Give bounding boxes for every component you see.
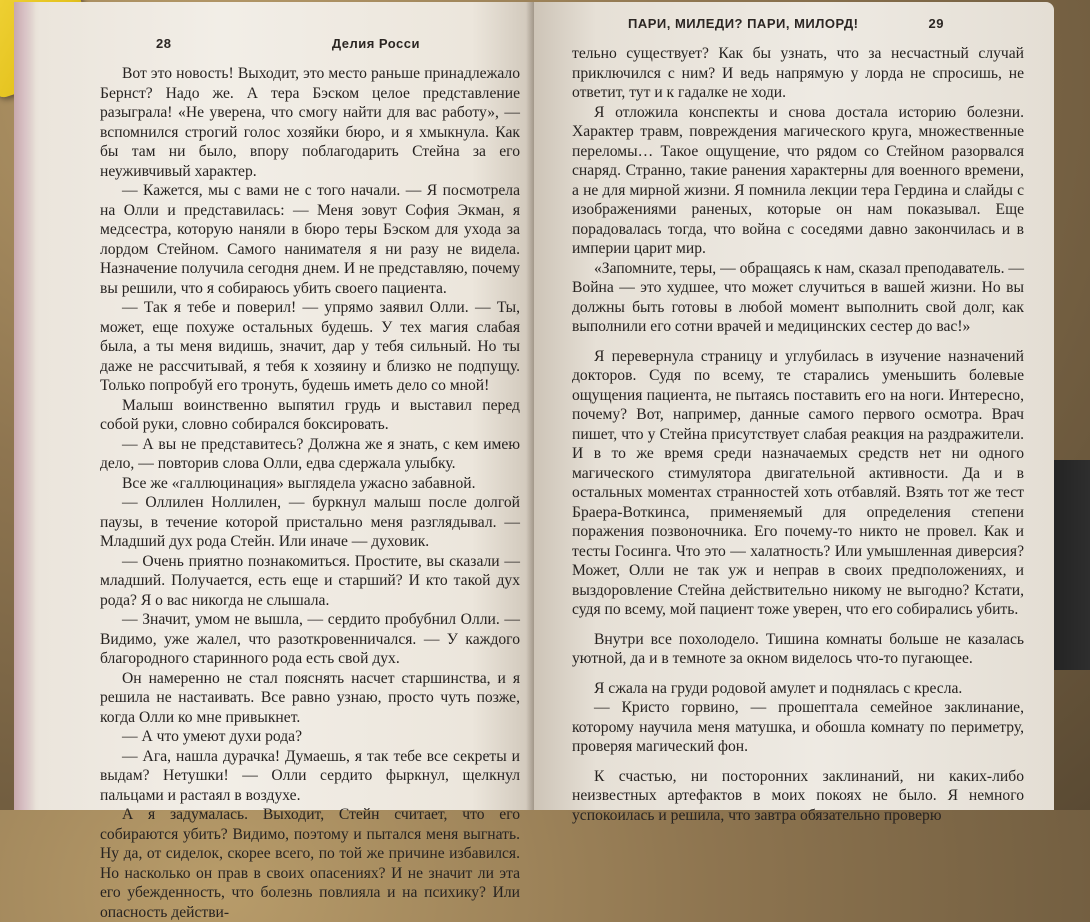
right-page-number: 29	[928, 16, 944, 31]
open-book	[14, 2, 1054, 921]
paragraph: А я задумалась. Выходит, Стейн считает, что его собираются убить? Видимо, поэтому и пытался меня выгнать. Ну да, от сиделок, скорее всего, по той же причине избавился. Но насколько он прав в своих опасениях? И не значит ли эта его убежденность, что болезнь повлияла и на психику? Или опасность действи-	[100, 806, 520, 921]
paragraph: — Кристо горвино, — прошептала семейное заклинание, которому научила меня матушка, и обошла комнату по периметру, проверяя магический фон.	[572, 699, 1024, 755]
paragraph: тельно существует? Как бы узнать, что за несчастный случай приключился с ним? И ведь напрямую у лорда не спросишь, не ответит, тут и к гадалке не ходи.	[572, 45, 1024, 101]
left-running-head	[100, 36, 520, 58]
paragraph: «Запомните, теры, — обращаясь к нам, сказал преподаватель. — Война — это худшее, что может случиться в вашей жизни. Но вы должны быть готовы в любой момент выполнить свой долг, как выполнили его сотни врачей и медицинских сестер до вас!»	[572, 259, 1024, 335]
paragraph: — Так я тебе и поверил! — упрямо заявил Олли. — Ты, может, еще похуже остальных будешь. У тех магия слабая была, а ты меня видишь, значит, дар у тебя сильный. Но ты даже не рассчитывай, я тебя к хозяину и близко не подпущу. Только попробуй его тронуть, будешь иметь дело со мной!	[100, 299, 520, 394]
paragraph: Я перевернула страницу и углубилась в изучение назначений докторов. Судя по всему, те старались уменьшить болевые ощущения пациента, не пытаясь поставить его на ноги. Интересно, почему? Вот, например, данные самого первого осмотра. Врач пишет, что у Стейна присутствует слабая реакция на раздражители. И в то же время среди назначаемых средств нет ни одного магического стимулятора двигательной активности. Да и в остальных моментах странностей хоть отбавляй. Взять тот же тест Браера-Воткинса, применяемый для определения степени поражения позвоночника. Его почему-то никто не провел. Как и тесты Госинга. Что это — халатность? Или умышленная диверсия? Может, Олли не так уж и неправ в своих предположениях, и выздоровление Стейна действительно никому не выгодно? Кстати, судя по всему, мой пациент тоже уверен, что его собирались убить.	[572, 347, 1024, 618]
right-running-head	[572, 16, 1024, 38]
paragraph: — Кажется, мы с вами не с того начали. — Я посмотрела на Олли и представилась: — Меня зовут София Экман, я медсестра, которую наняли в бюро теры Бэском для ухода за лордом Стейном. Самого нанимателя я ни разу не видела. Назначение получила сегодня днем. И не представляю, почему вы решили, что я собираюсь убить своего пациента.	[100, 182, 520, 297]
paragraph: Все же «галлюцинация» выглядела ужасно забавной.	[122, 474, 476, 492]
paragraph: Внутри все похолодело. Тишина комнаты больше не казалась уютной, да и в темноте за окном виделось что-то пугающее.	[572, 630, 1024, 667]
paragraph: — А вы не представитесь? Должна же я знать, с кем имею дело, — повторив слова Олли, едва сдержала улыбку.	[100, 435, 520, 472]
paragraph: Малыш воинственно выпятил грудь и выставил перед собой руки, словно собирался боксировать.	[100, 396, 520, 433]
paragraph: Вот это новость! Выходит, это место раньше принадлежало Бернст? Надо же. А тера Бэском целое представление разыграла! «Не уверена, что смогу найти для вас работу», — вспомнился строгий голос хозяйки бюро, и я хмыкнула. Как бы там ни было, впору поблагодарить Стейна за его неуживчивый характер.	[100, 65, 520, 180]
paragraph: Он намеренно не стал пояснять насчет старшинства, и я решила не настаивать. Все равно узнаю, просто чуть позже, когда Олли ко мне привыкнет.	[100, 669, 520, 726]
right-page-text	[572, 44, 1024, 825]
left-page-number: 28	[156, 36, 172, 51]
right-page	[534, 2, 1054, 824]
left-page	[14, 2, 534, 921]
left-page-text	[100, 64, 520, 922]
paragraph: Я сжала на груди родовой амулет и поднялась с кресла.	[594, 679, 963, 697]
paragraph: — Значит, умом не вышла, — сердито пробубнил Олли. — Видимо, уже жалел, что разоткровенничался. — У каждого благородного старинного рода есть свой дух.	[100, 611, 520, 667]
paragraph: К счастью, ни посторонних заклинаний, ни каких-либо неизвестных артефактов в моих покоях не было. Я немного успокоилась и решила, что завтра обязательно проверю	[572, 767, 1024, 824]
paragraph: — Ага, нашла дурачка! Думаешь, я так тебе все секреты и выдам? Нетушки! — Олли сердито фыркнул, щелкнул пальцами и растаял в воздухе.	[100, 747, 520, 804]
paragraph: Я отложила конспекты и снова достала историю болезни. Характер травм, повреждения магического круга, множественные переломы… Такое ощущение, что рядом со Стейном разорвался снаряд. Странно, такие ранения характерны для военного времени, а не для мирной жизни. Я помнила лекции тера Гердина и слайды с изображениями раненых, которые он нам показывал. Еще порадовалась тогда, что война с соседями давно закончилась и в империи царит мир.	[572, 103, 1024, 257]
paragraph: — А что умеют духи рода?	[122, 728, 303, 745]
paragraph: — Оллилен Ноллилен, — буркнул малыш после долгой паузы, в течение которой пристально меня разглядывал. — Младший дух рода Стейн. Или иначе — духовик.	[100, 494, 520, 550]
left-header-author: Делия Росси	[331, 36, 420, 51]
right-header-title: ПАРИ, МИЛЕДИ? ПАРИ, МИЛОРД!	[628, 16, 859, 31]
paragraph: — Очень приятно познакомиться. Простите, вы сказали — младший. Получается, есть еще и старший? И кто такой дух рода? Я о вас никогда не слышала.	[100, 552, 520, 609]
